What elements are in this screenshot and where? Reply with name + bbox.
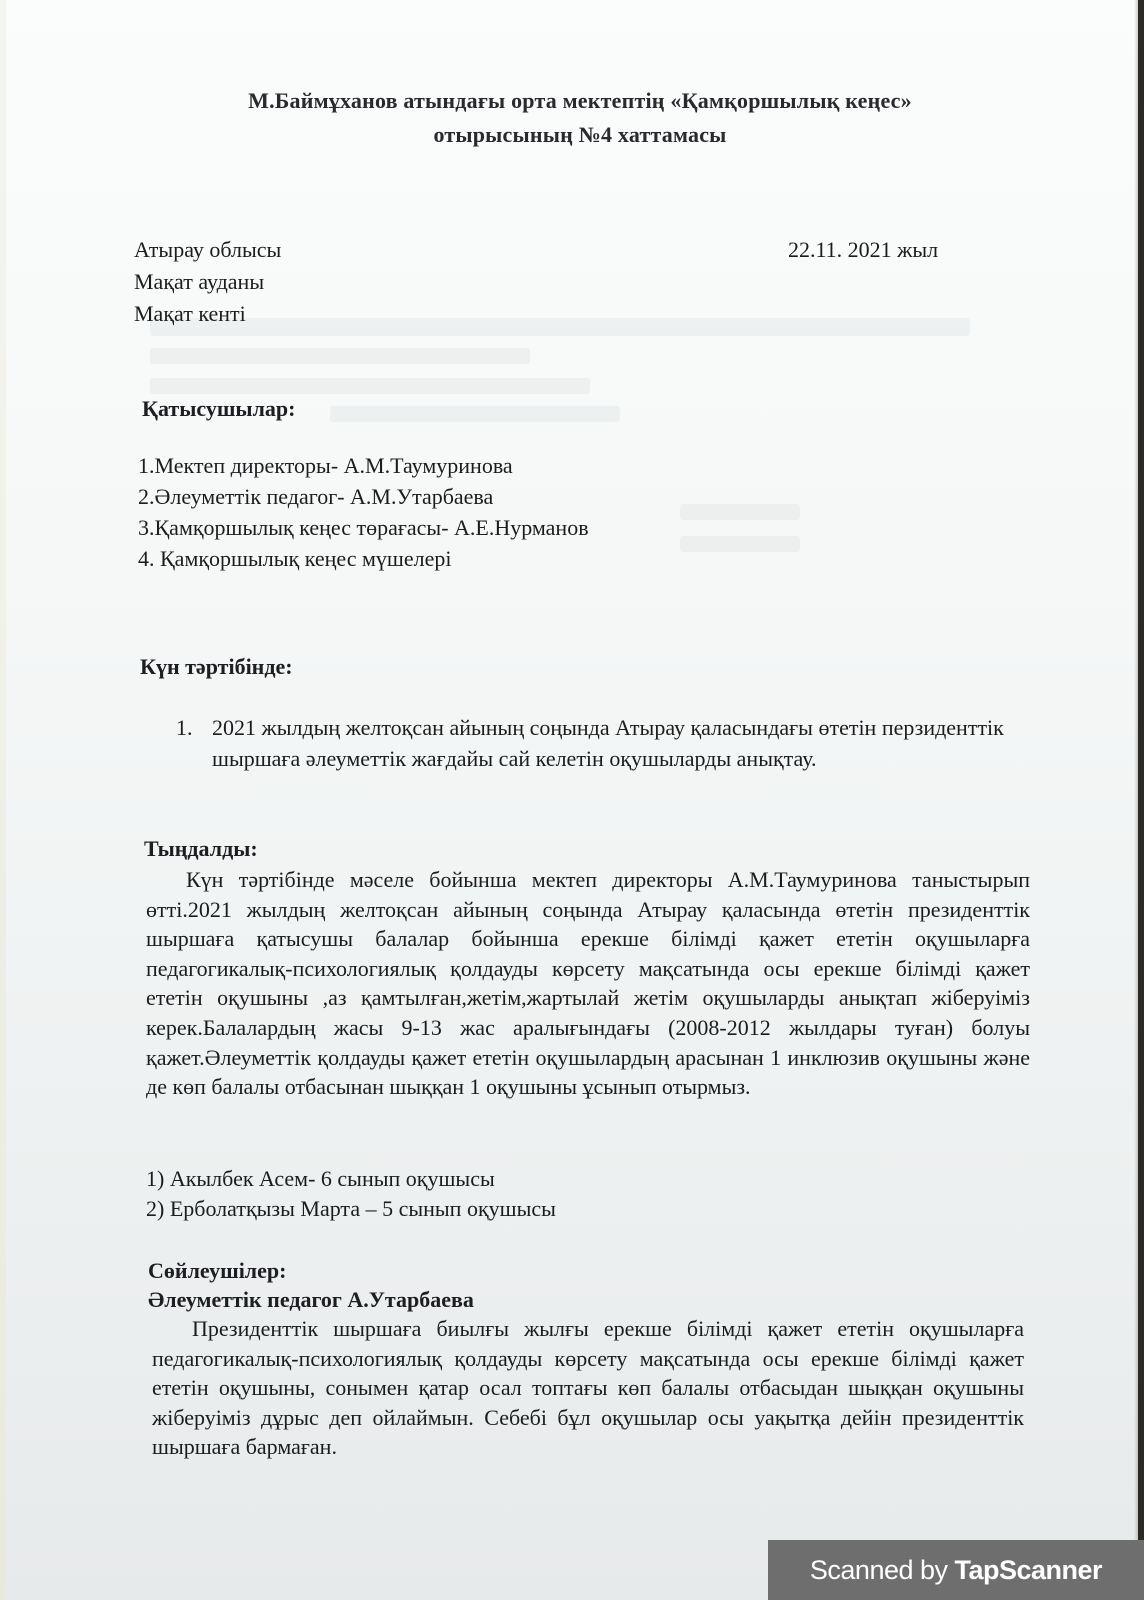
participant-item: 3.Қамқоршылық кеңес төрағасы- А.Е.Нурманов — [138, 515, 589, 540]
agenda-item-number: 1. — [176, 715, 193, 740]
participants-heading: Қатысушылар: — [142, 396, 296, 421]
bleed-through-mark — [150, 378, 590, 394]
speaker-paragraph: Президенттік шыршаға биылғы жылғы ерекше білімді қажет ететін оқушыларға педагогикалық-психологиялық қолдауды көрсету мақсатында осы ерекше білімді қажет ететін оқушыны, сонымен қатар осал топтағы көп балалы отбасыдан шыққан оқушыны жіберуіміз дұрыс деп ойлаймын. Себебі бұл оқушылар осы уақытқа дейін президенттік шыршаға бармаған. — [152, 1316, 1024, 1460]
watermark-brand: TapScanner — [954, 1555, 1103, 1585]
student-item: 1) Акылбек Асем- 6 сынып оқушысы — [146, 1166, 495, 1191]
speaker-name: Әлеуметтік педагог А.Утарбаева — [148, 1287, 474, 1312]
location-district: Мақат ауданы — [134, 269, 265, 294]
location-settlement: Мақат кенті — [134, 301, 246, 326]
bleed-through-mark — [680, 504, 800, 520]
title-line-2: отырысының №4 хаттамасы — [433, 122, 727, 147]
speakers-heading: Сөйлеушілер: — [148, 1258, 287, 1283]
watermark-prefix: Scanned by — [809, 1555, 955, 1585]
bleed-through-mark — [150, 348, 530, 364]
bleed-through-mark — [330, 406, 620, 422]
participant-item: 4. Қамқоршылық кеңес мүшелері — [138, 546, 452, 571]
participant-item: 2.Әлеуметтік педагог- А.М.Утарбаева — [138, 484, 494, 509]
paper-left-edge — [0, 0, 6, 1600]
scanner-watermark — [768, 1540, 1144, 1600]
location-region: Атырау облысы — [134, 237, 282, 262]
agenda-item-text: 2021 жылдың желтоқсан айының соңында Атырау қаласындағы өтетін перзиденттік шыршаға әлеуметтік жағдайы сай келетін оқушыларды анықтау. — [212, 715, 1004, 771]
heard-heading: Тыңдалды: — [144, 836, 258, 861]
location-block — [134, 234, 281, 330]
paper-right-edge — [1134, 0, 1138, 1600]
agenda-heading: Күн тәртібінде: — [140, 654, 293, 679]
bleed-through-mark — [680, 536, 800, 552]
participant-item: 1.Мектеп директоры- А.М.Таумуринова — [138, 453, 513, 478]
agenda-item — [176, 712, 1036, 774]
document-date: 22.11. 2021 жыл — [788, 237, 939, 262]
student-item: 2) Ерболатқызы Марта – 5 сынып оқушысы — [146, 1196, 556, 1221]
document-title — [150, 84, 1010, 152]
title-line-1: М.Баймұханов атындағы орта мектептің «Қамқоршылық кеңес» — [248, 88, 912, 113]
participants-list — [138, 450, 589, 574]
heard-paragraph: Күн тәртібінде мәселе бойынша мектеп директоры А.М.Таумуринова таныстырып өтті.2021 жылдың желтоқсан айының соңында Атырау қаласында өтетін президенттік шыршаға қатысушы балалар бойынша ерекше білімді қажет ететін оқушыларға педагогикалық-психологиялық қолдауды көрсету мақсатында осы ерекше білімді қажет ететін оқушыны ,аз қамтылған,жетім,жартылай жетім оқушыларды анықтап жіберуіміз керек.Балалардың жасы 9-13 жас аралығындағы (2008-2012 жылдары туған) болуы қажет.Әлеуметтік қолдауды қажет ететін оқушылардың арасынан 1 инклюзив оқушыны және де көп балалы отбасынан шыққан 1 оқушыны ұсынып отырмыз. — [146, 867, 1030, 1100]
